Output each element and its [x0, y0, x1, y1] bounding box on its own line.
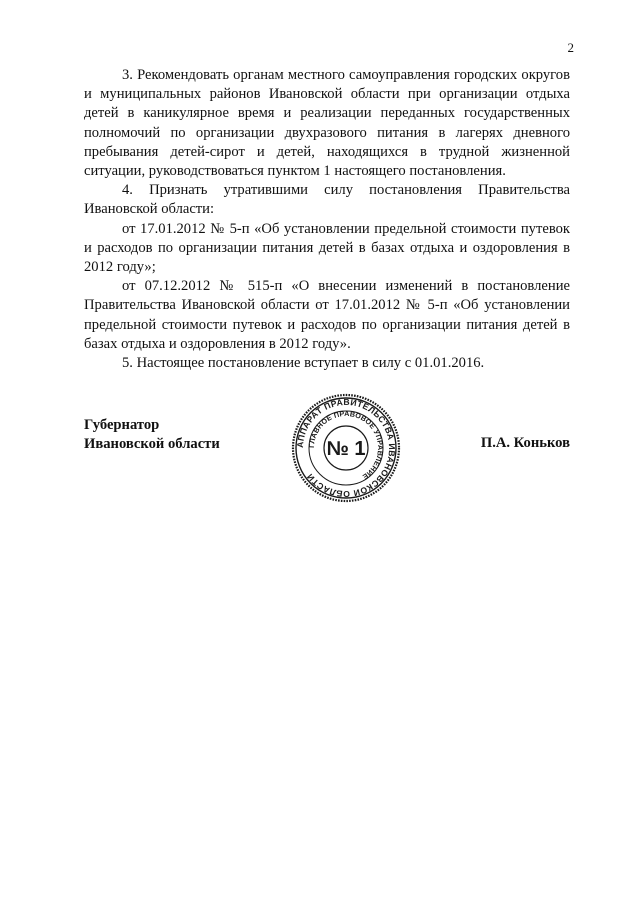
signatory-position: [84, 416, 220, 454]
paragraph-repeal-intro: 4. Признать утратившими силу постановления Правительства Ивановской области:: [84, 182, 570, 218]
seal-ring-text: АППАРАТ ПРАВИТЕЛЬСТВА ИВАНОВСКОЙ ОБЛАСТИ: [294, 396, 398, 500]
paragraph-repealed-decree-2: от 07.12.2012 № 515-п «О внесении изменений в постановление Правительства Ивановской области от 17.01.2012 № 5-п «Об установлении предельной стоимости путевок и расходов по организации питания детей в базах отдыха и оздоровления в 2012 году».: [84, 278, 570, 352]
signatory-position-line-2: Ивановской области: [84, 436, 220, 453]
paragraph-effective-date: 5. Настоящее постановление вступает в силу с 01.01.2016.: [122, 355, 485, 372]
seal-number: № 1: [326, 438, 366, 460]
paragraph-repealed-decree-1: от 17.01.2012 № 5-п «Об установлении предельной стоимости путевок и расходов по организации питания детей в базах отдыха и оздоровления в 2012 году»;: [84, 220, 570, 276]
page-number: 2: [567, 40, 574, 55]
signature-block: [84, 392, 570, 504]
official-seal: [290, 392, 402, 504]
seal-inner-text: ГЛАВНОЕ ПРАВОВОЕ УПРАВЛЕНИЕ: [306, 408, 386, 482]
signatory-position-line-1: Губернатор: [84, 417, 160, 433]
signatory-name: П.А. Коньков: [480, 435, 570, 451]
document-body: [84, 66, 570, 373]
paragraph-recommendation: 3. Рекомендовать органам местного самоуправления городских округов и муниципальных районов Ивановской области при организации отдыха детей в каникулярное время и реализации переданных государственных полномочий по организации двухразового питания в лагерях дневного пребывания детей-сирот и детей, находящихся в трудной жизненной ситуации, руководствоваться пунктом 1 настоящего постановления.: [84, 67, 570, 180]
